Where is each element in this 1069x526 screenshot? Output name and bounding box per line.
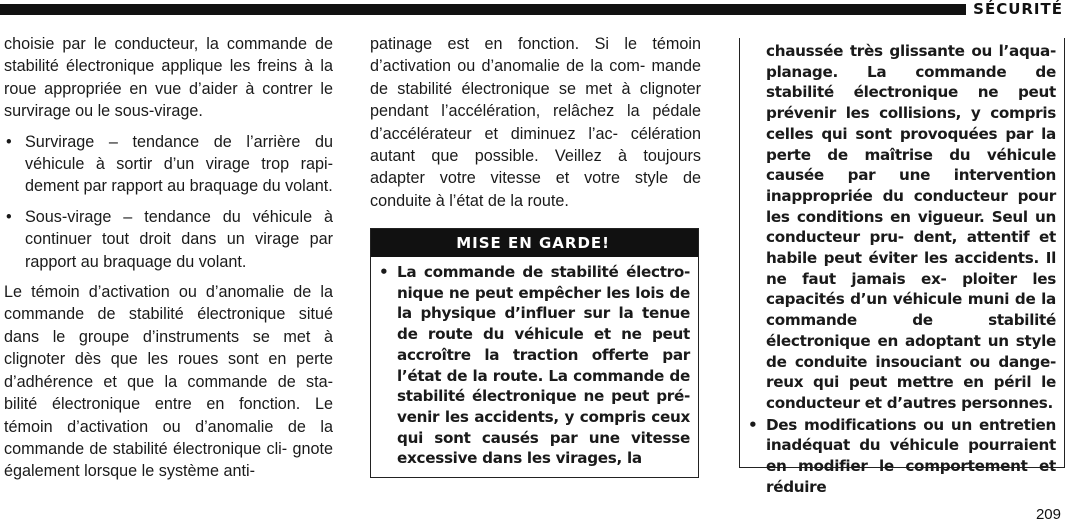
indicator-paragraph: Le témoin d’activation ou d’anomalie de la commande de stabilité électronique situé dans le groupe d’instruments se met à clignoter dès que les roues sont en perte d’adhérence et que la commande de sta- bilité électronique entre en fonction. Le témoin d’activation ou d’anomalie de la commande de stabilité électronique cli- gnote également lorsque le système anti- [4, 283, 333, 481]
warning-box [370, 228, 699, 478]
warning-box-continued [739, 38, 1065, 496]
warning-item-continued: chaussée très glissante ou l’aqua- planage. La commande de stabilité électronique ne peut prévenir les collisions, y compris celles qui sont provoquées par la perte de maîtrise du véhicule causée par une intervention inappropriée du conducteur pour les conditions en vigueur. Seul un conducteur pru- dent, attentif et habile peut éviter les accidents. Il ne faut jamais ex- ploiter les capacités d’un véhicule muni de la commande de stabilité électronique en adoptant un style de conduite insouciant ou dange- reux qui peut mettre en péril le conducteur et d’autres personnes. [766, 42, 1056, 412]
warning-item: • La commande de stabilité électro- nique ne peut empêcher les lois de la physique d’influer sur la tenue de route du véhicule et ne peut accroître la traction offerte par l’état de la route. La commande de stabilité électronique ne peut pré- venir les accidents, y compris ceux qui sont causés par une vitesse excessive dans les virages, la [371, 262, 698, 469]
list-item-understeer: • Sous-virage – tendance du véhicule à continuer tout droit dans un virage par rapport au braquage du volant. [4, 206, 333, 273]
slip-paragraph: patinage est en fonction. Si le témoin d’activation ou d’anomalie de la com- mande de stabilité électronique se met à clignoter pendant l’accélération, relâchez la pédale d’accélérateur et diminuez l’ac- célération autant que possible. Veillez à toujours adapter votre vitesse et votre style de conduite à l’état de la route. [370, 35, 701, 210]
header-rule [0, 4, 966, 15]
warning-list-continued [740, 415, 1064, 498]
list-item-oversteer: • Survirage – tendance de l’arrière du véhicule à sortir d’un virage trop rapi- dement par rapport au braquage du volant. [4, 131, 333, 198]
warning-item: • Des modifications ou un entretien inadéquat du véhicule pourraient en modifier le comportement et réduire [740, 415, 1064, 498]
column-left [4, 33, 333, 483]
warning-list [371, 262, 698, 469]
section-title: SÉCURITÉ [973, 0, 1063, 18]
intro-paragraph: choisie par le conducteur, la commande de stabilité électronique applique les freins à la roue appropriée en vue d’aider à contrer le survirage ou le sous-virage. [4, 35, 333, 121]
steering-definitions-list [4, 131, 333, 273]
page-number: 209 [1035, 506, 1061, 523]
column-middle [370, 33, 701, 212]
warning-title: MISE EN GARDE! [371, 229, 698, 257]
